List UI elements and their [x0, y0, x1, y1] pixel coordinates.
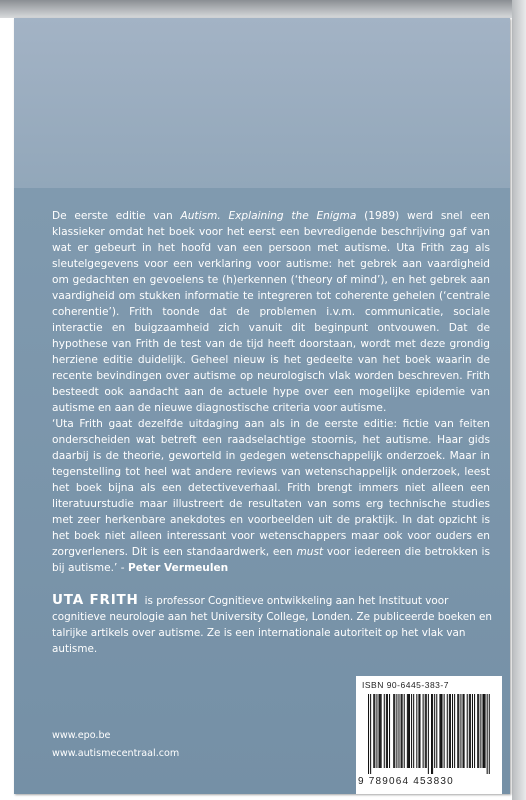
barcode-bar	[480, 694, 481, 768]
barcode-bar	[409, 694, 410, 768]
barcode-bar	[368, 694, 369, 774]
barcode-bar	[439, 694, 440, 768]
barcode-bar	[394, 694, 395, 768]
barcode-bar	[379, 694, 380, 768]
barcode-bar	[460, 694, 461, 768]
barcode-bar	[428, 694, 429, 774]
barcode-bar	[442, 694, 443, 768]
barcode-bar	[381, 694, 382, 768]
barcode-bar	[396, 694, 397, 768]
barcode-bar	[447, 694, 448, 768]
barcode-bar	[393, 694, 394, 768]
barcode-bar	[485, 694, 486, 768]
barcode-bar	[419, 694, 420, 768]
barcode-bar	[373, 694, 374, 768]
blurb-quote-paragraph: ‘Uta Frith gaat dezelfde uitdaging aan als in de eerste editie: fictie van feiten onderscheiden wat betreft een raadselachtige stoornis, het autisme. Haar gids daarbij is de theorie, geworteld in gedegen wetenschappelijk onderzoek. Maar in tegenstelling tot heel wat andere reviews van wetenschappelijk onderzoek, leest het boek bijna als een detectiveverhaal. Frith brengt immers niet alleen een literatuurstudie maar illustreert de resultaten van soms erg technische studies met zeer herkenbare anekdotes en voorbeelden uit de praktijk. In dat opzicht is het boek niet alleen interessant voor wetenschappers maar ook voor ouders en zorgverleners. Dit is een standaardwerk, een must voor iedereen die betrokken is bij autisme.’ - Peter Vermeulen	[52, 418, 490, 574]
barcode-bar	[401, 694, 402, 768]
barcode-bar	[450, 694, 451, 768]
barcode-bar	[370, 694, 371, 774]
barcode-bar	[434, 694, 435, 768]
barcode-bar	[418, 694, 419, 768]
page-stack-shadow	[0, 0, 526, 18]
barcode-bar	[463, 694, 464, 768]
barcode-bar	[478, 694, 479, 768]
barcode-bar	[425, 694, 426, 768]
barcode-bar	[416, 694, 417, 768]
author-bio-text: is professor Cognitieve ontwikkeling aan het Instituut voor cognitieve neurologie aan het University College, Londen. Ze publiceerde boeken en talrijke artikels over autisme. Ze is een internationale autoriteit op het vlak van autisme.	[52, 595, 493, 655]
page-edge	[512, 0, 526, 800]
isbn-label: ISBN 90-6445-383-7	[362, 680, 449, 690]
barcode-bar	[469, 694, 470, 768]
barcode-bar	[472, 694, 473, 768]
barcode-bar	[449, 694, 450, 768]
barcode-bar	[380, 694, 381, 768]
barcode-bar	[454, 694, 455, 768]
website-autismecentraal: www.autismecentraal.com	[52, 748, 180, 759]
isbn-barcode-box	[356, 676, 502, 794]
barcode-bar	[487, 694, 488, 774]
top-color-panel	[14, 18, 510, 188]
barcode-bar	[457, 694, 458, 768]
barcode-bar	[404, 694, 405, 768]
barcode-bar	[489, 694, 490, 774]
barcode-bar	[423, 694, 424, 768]
quote-author: Peter Vermeulen	[127, 562, 229, 574]
barcode-bar	[432, 694, 433, 774]
barcode-bar	[376, 694, 377, 768]
barcode-bar	[484, 694, 485, 768]
barcode-bar	[436, 694, 437, 768]
emphasis-must: must	[296, 546, 324, 558]
barcode-number: 9 789064 453830	[358, 776, 454, 787]
barcode-bar	[408, 694, 409, 768]
barcode-bar	[474, 694, 475, 768]
website-epo: www.epo.be	[52, 730, 111, 741]
barcode-bar	[374, 694, 375, 768]
author-bio	[52, 592, 492, 657]
book-blurb	[52, 208, 490, 576]
barcode-bar	[440, 694, 441, 768]
barcode-bar	[386, 694, 387, 768]
barcode-bar	[389, 694, 390, 768]
barcode-bar	[444, 694, 445, 768]
barcode-bar	[387, 694, 388, 768]
barcode-bar	[431, 694, 432, 774]
barcode-bar	[398, 694, 399, 768]
barcode-bar	[402, 694, 403, 768]
barcode-icon	[368, 694, 490, 774]
original-book-title: Autism. Explaining the Enigma	[180, 210, 357, 222]
blurb-paragraph-1: De eerste editie van Autism. Explaining the Enigma (1989) werd snel een klassieker omdat het boek voor het eerst een bevredigende beschrijving gaf van wat er gebeurt in het hoofd van een persoon met autisme. Uta Frith zag als sleutelgegevens voor een verklaring voor autisme: het gebrek aan vaardigheid om gedachten en gevoelens te (h)erkennen (‘theory of mind’), en het gebrek aan vaardigheid om stukken informatie te integreren tot coherente gehelen (‘centrale coherentie’). Frith toonde dat de problemen i.v.m. communicatie, sociale interactie en buigzaamheid zich vanuit dit beginpunt ontvouwen. Dat de hypothese van Frith de test van de tijd heeft doorstaan, wordt met deze grondig herziene editie duidelijk. Geheel nieuw is het gedeelte van het boek waarin de recente bevindingen over autisme op neurologisch vlak worden beschreven. Frith besteedt ook aandacht aan de actuele hype over een mogelijke epidemie van autisme en aan de nieuwe diagnostische criteria voor autisme.	[52, 210, 490, 414]
barcode-bar	[464, 694, 465, 768]
barcode-bar	[467, 694, 468, 768]
barcode-bar	[452, 694, 453, 768]
barcode-bar	[470, 694, 471, 768]
barcode-bar	[407, 694, 408, 768]
barcode-bar	[411, 694, 412, 768]
barcode-bar	[477, 694, 478, 768]
barcode-bar	[413, 694, 414, 768]
author-name: UTA FRITH	[52, 592, 139, 608]
barcode-bar	[458, 694, 459, 768]
book-back-cover	[14, 18, 510, 794]
barcode-bar	[384, 694, 385, 768]
barcode-bar	[482, 694, 483, 768]
barcode-bar	[426, 694, 427, 768]
